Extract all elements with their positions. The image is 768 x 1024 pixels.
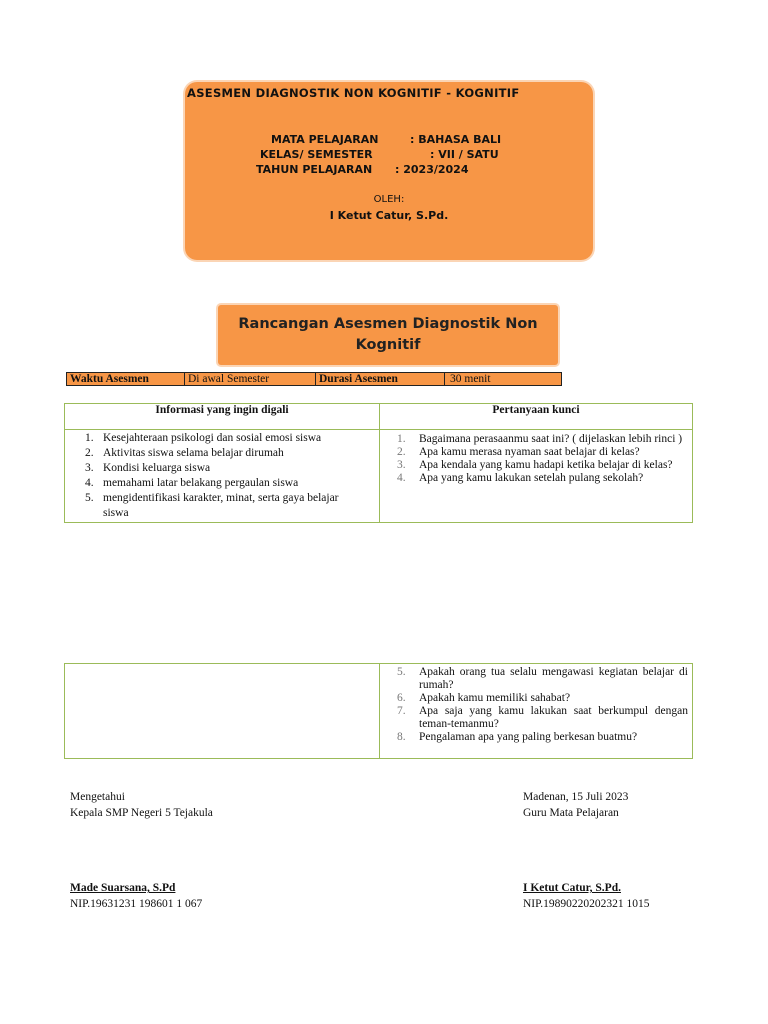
list-item-number: 5. [397,666,406,678]
kelas-value: : VII / SATU [430,148,499,161]
tahun-value: : 2023/2024 [395,163,469,176]
header-pertanyaan: Pertanyaan kunci [492,404,580,416]
header-box [185,82,593,260]
durasi-value: 30 menit [450,373,491,385]
durasi-label: Durasi Asesmen [316,373,445,385]
list-item-number: 2. [85,447,94,459]
list-item [381,472,688,485]
waktu-table [66,372,562,386]
questions-list-1 [381,433,688,485]
list-item [381,433,688,446]
list-item-text: Apa yang kamu lakukan setelah pulang sekolah? [419,472,644,484]
list-item [381,459,688,472]
sig-left-line2: Kepala SMP Negeri 5 Tejakula [70,807,213,819]
tahun-label: TAHUN PELAJARAN [256,163,373,176]
waktu-value: Di awal Semester [185,373,316,385]
list-item [381,692,688,705]
signature-left [70,789,213,821]
signature-right-name-block [523,880,650,912]
list-item-text: Apa saja yang kamu lakukan saat berkumpul dengan teman-temanmu? [419,705,688,730]
document-title: ASESMEN DIAGNOSTIK NON KOGNITIF - KOGNITIF [187,86,520,100]
list-item [381,705,688,731]
list-item-number: 2. [397,446,406,458]
header-informasi: Informasi yang ingin digali [155,404,289,416]
list-item-text: Apa kamu merasa nyaman saat belajar di kelas? [419,446,640,458]
list-item-text: Apakah kamu memiliki sahabat? [419,692,571,704]
section-title-text: Rancangan Asesmen Diagnostik Non Kognitif [238,316,538,353]
list-item-text: memahami latar belakang pergaulan siswa [103,477,299,489]
sig-right-line2: Guru Mata Pelajaran [523,807,619,819]
list-item-number: 6. [397,692,406,704]
list-item-number: 5. [85,492,94,504]
list-item [381,666,688,692]
signature-right [523,789,628,821]
list-item-text: Apa kendala yang kamu hadapi ketika belajar di kelas? [419,459,673,471]
list-item-text: Bagaimana perasaanmu saat ini? ( dijelaskan lebih rinci ) [419,433,683,445]
assessment-table-continued [64,663,693,759]
list-item [65,446,365,461]
sig-right-name: I Ketut Catur, S.Pd. [523,882,621,894]
list-item-number: 3. [397,459,406,471]
mapel-label: MATA PELAJARAN [271,133,379,146]
author-name: I Ketut Catur, S.Pd. [329,209,449,222]
list-item-text: mengidentifikasi karakter, minat, serta gaya belajar siswa [103,492,339,519]
sig-right-nip: NIP.19890220202321 1015 [523,898,650,910]
info-list [65,431,365,521]
list-item-text: Kesejahteraan psikologi dan sosial emosi siswa [103,432,322,444]
list-item-number: 1. [85,432,94,444]
list-item-text: Pengalaman apa yang paling berkesan buatmu? [419,731,638,743]
questions-list-2 [381,666,688,744]
list-item-number: 7. [397,705,406,717]
mapel-value: : BAHASA BALI [410,133,502,146]
list-item-text: Kondisi keluarga siswa [103,462,211,474]
sig-left-nip: NIP.19631231 198601 1 067 [70,898,203,910]
sig-left-name: Made Suarsana, S.Pd [70,882,176,894]
list-item [65,476,365,491]
list-item-text: Aktivitas siswa selama belajar dirumah [103,447,284,459]
waktu-label: Waktu Asesmen [67,373,185,385]
oleh-label: OLEH: [373,194,405,205]
list-item [65,431,365,446]
list-item-number: 4. [397,472,406,484]
assessment-table [64,403,693,523]
list-item [65,491,365,521]
kelas-label: KELAS/ SEMESTER [260,148,373,161]
sig-left-line1: Mengetahui [70,791,125,803]
list-item-number: 8. [397,731,406,743]
list-item [65,461,365,476]
signature-left-name-block [70,880,202,912]
list-item-number: 1. [397,433,406,445]
list-item [381,731,688,744]
sig-right-line1: Madenan, 15 Juli 2023 [523,791,629,803]
list-item-number: 4. [85,477,94,489]
list-item-text: Apakah orang tua selalu mengawasi kegiatan belajar di rumah? [419,666,688,691]
list-item-number: 3. [85,462,94,474]
section-title [218,305,558,365]
list-item [381,446,688,459]
